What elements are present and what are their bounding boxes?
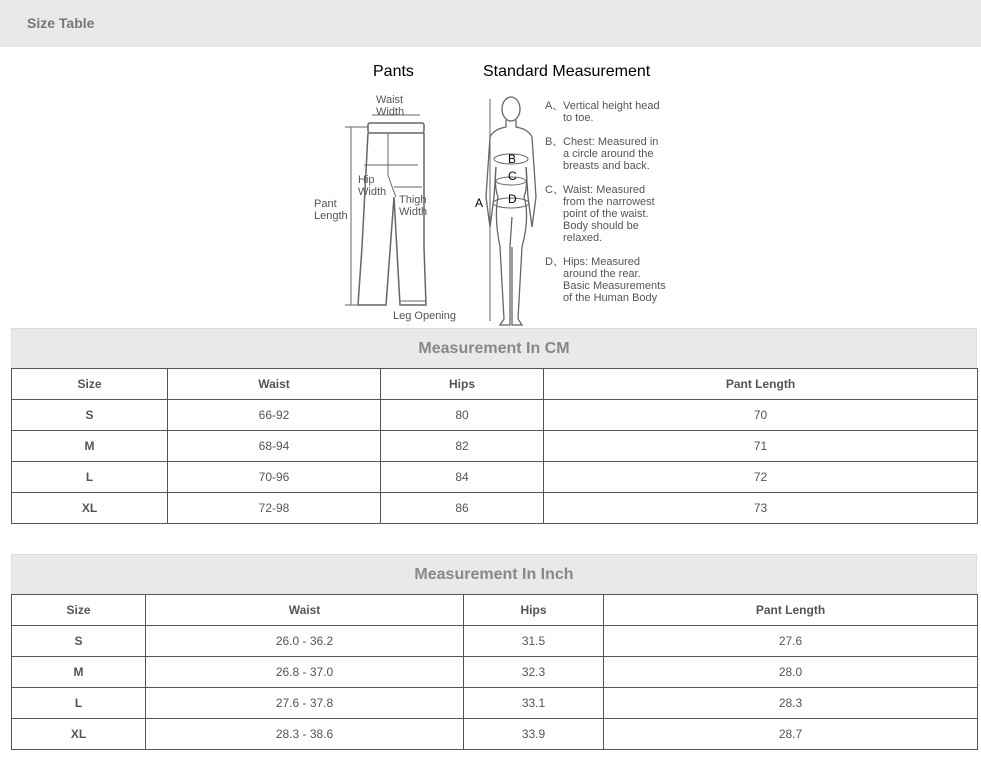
cell-hips: 31.5 — [464, 626, 604, 657]
note-c: C、 Waist: Measured from the narrowest point of the waist. Body should be relaxed. — [545, 184, 655, 244]
note-d: D、 Hips: Measured around the rear. Basic Measurements of the Human Body — [545, 256, 666, 304]
cell-waist: 26.8 - 37.0 — [146, 657, 464, 688]
cell-pant-length: 72 — [544, 462, 978, 493]
cell-hips: 80 — [381, 400, 544, 431]
header-waist: Waist — [146, 595, 464, 626]
cell-waist: 26.0 - 36.2 — [146, 626, 464, 657]
header-waist: Waist — [168, 369, 381, 400]
table-row — [12, 688, 978, 719]
measurement-illustration — [0, 47, 981, 329]
note-a: A、 Vertical height head to toe. — [545, 100, 660, 124]
table-row — [12, 493, 978, 524]
cell-size: S — [12, 626, 146, 657]
waist-width-label: Waist Width — [376, 94, 405, 118]
cell-size: XL — [12, 493, 168, 524]
inch-table — [11, 594, 978, 750]
cell-hips: 32.3 — [464, 657, 604, 688]
cell-waist: 66-92 — [168, 400, 381, 431]
cell-pant-length: 71 — [544, 431, 978, 462]
cm-table-title: Measurement In CM — [11, 328, 977, 368]
cell-pant-length: 28.0 — [604, 657, 978, 688]
cell-pant-length: 70 — [544, 400, 978, 431]
cell-size: M — [12, 657, 146, 688]
cell-pant-length: 27.6 — [604, 626, 978, 657]
table-header-row — [12, 369, 978, 400]
table-header-row — [12, 595, 978, 626]
header-hips: Hips — [381, 369, 544, 400]
header-pant-length: Pant Length — [604, 595, 978, 626]
cell-hips: 82 — [381, 431, 544, 462]
cell-waist: 68-94 — [168, 431, 381, 462]
cell-pant-length: 73 — [544, 493, 978, 524]
table-row — [12, 657, 978, 688]
cm-table-section — [11, 328, 977, 524]
thigh-width-label: Thigh Width — [399, 194, 428, 218]
page-header — [0, 0, 981, 47]
note-b: B、 Chest: Measured in a circle around the breasts and back. — [545, 136, 659, 172]
page-title: Size Table — [27, 15, 95, 31]
header-size: Size — [12, 369, 168, 400]
table-row — [12, 626, 978, 657]
cell-hips: 84 — [381, 462, 544, 493]
cell-size: XL — [12, 719, 146, 750]
header-size: Size — [12, 595, 146, 626]
cell-pant-length: 28.3 — [604, 688, 978, 719]
pants-title: Pants — [373, 63, 414, 80]
cell-size: M — [12, 431, 168, 462]
marker-b: B — [508, 152, 517, 166]
cm-table — [11, 368, 978, 524]
table-row — [12, 400, 978, 431]
cell-size: L — [12, 462, 168, 493]
leg-opening-label: Leg Opening — [393, 310, 456, 322]
cell-hips: 86 — [381, 493, 544, 524]
standard-measurement-title: Standard Measurement — [483, 63, 651, 80]
pant-length-label: Pant Length — [314, 198, 348, 222]
cell-pant-length: 28.7 — [604, 719, 978, 750]
cell-hips: 33.9 — [464, 719, 604, 750]
table-row — [12, 462, 978, 493]
cell-size: L — [12, 688, 146, 719]
table-row — [12, 719, 978, 750]
cell-waist: 28.3 - 38.6 — [146, 719, 464, 750]
marker-d: D — [508, 192, 517, 206]
hip-width-label: Hip Width — [358, 174, 387, 198]
body-drawing — [486, 97, 536, 325]
measurement-figure — [0, 47, 981, 329]
inch-table-section — [11, 554, 977, 750]
inch-table-title: Measurement In Inch — [11, 554, 977, 594]
marker-c: C — [508, 169, 517, 183]
cell-waist: 72-98 — [168, 493, 381, 524]
cell-hips: 33.1 — [464, 688, 604, 719]
table-row — [12, 431, 978, 462]
header-hips: Hips — [464, 595, 604, 626]
header-pant-length: Pant Length — [544, 369, 978, 400]
marker-a: A — [475, 196, 484, 210]
cell-size: S — [12, 400, 168, 431]
cell-waist: 70-96 — [168, 462, 381, 493]
cell-waist: 27.6 - 37.8 — [146, 688, 464, 719]
